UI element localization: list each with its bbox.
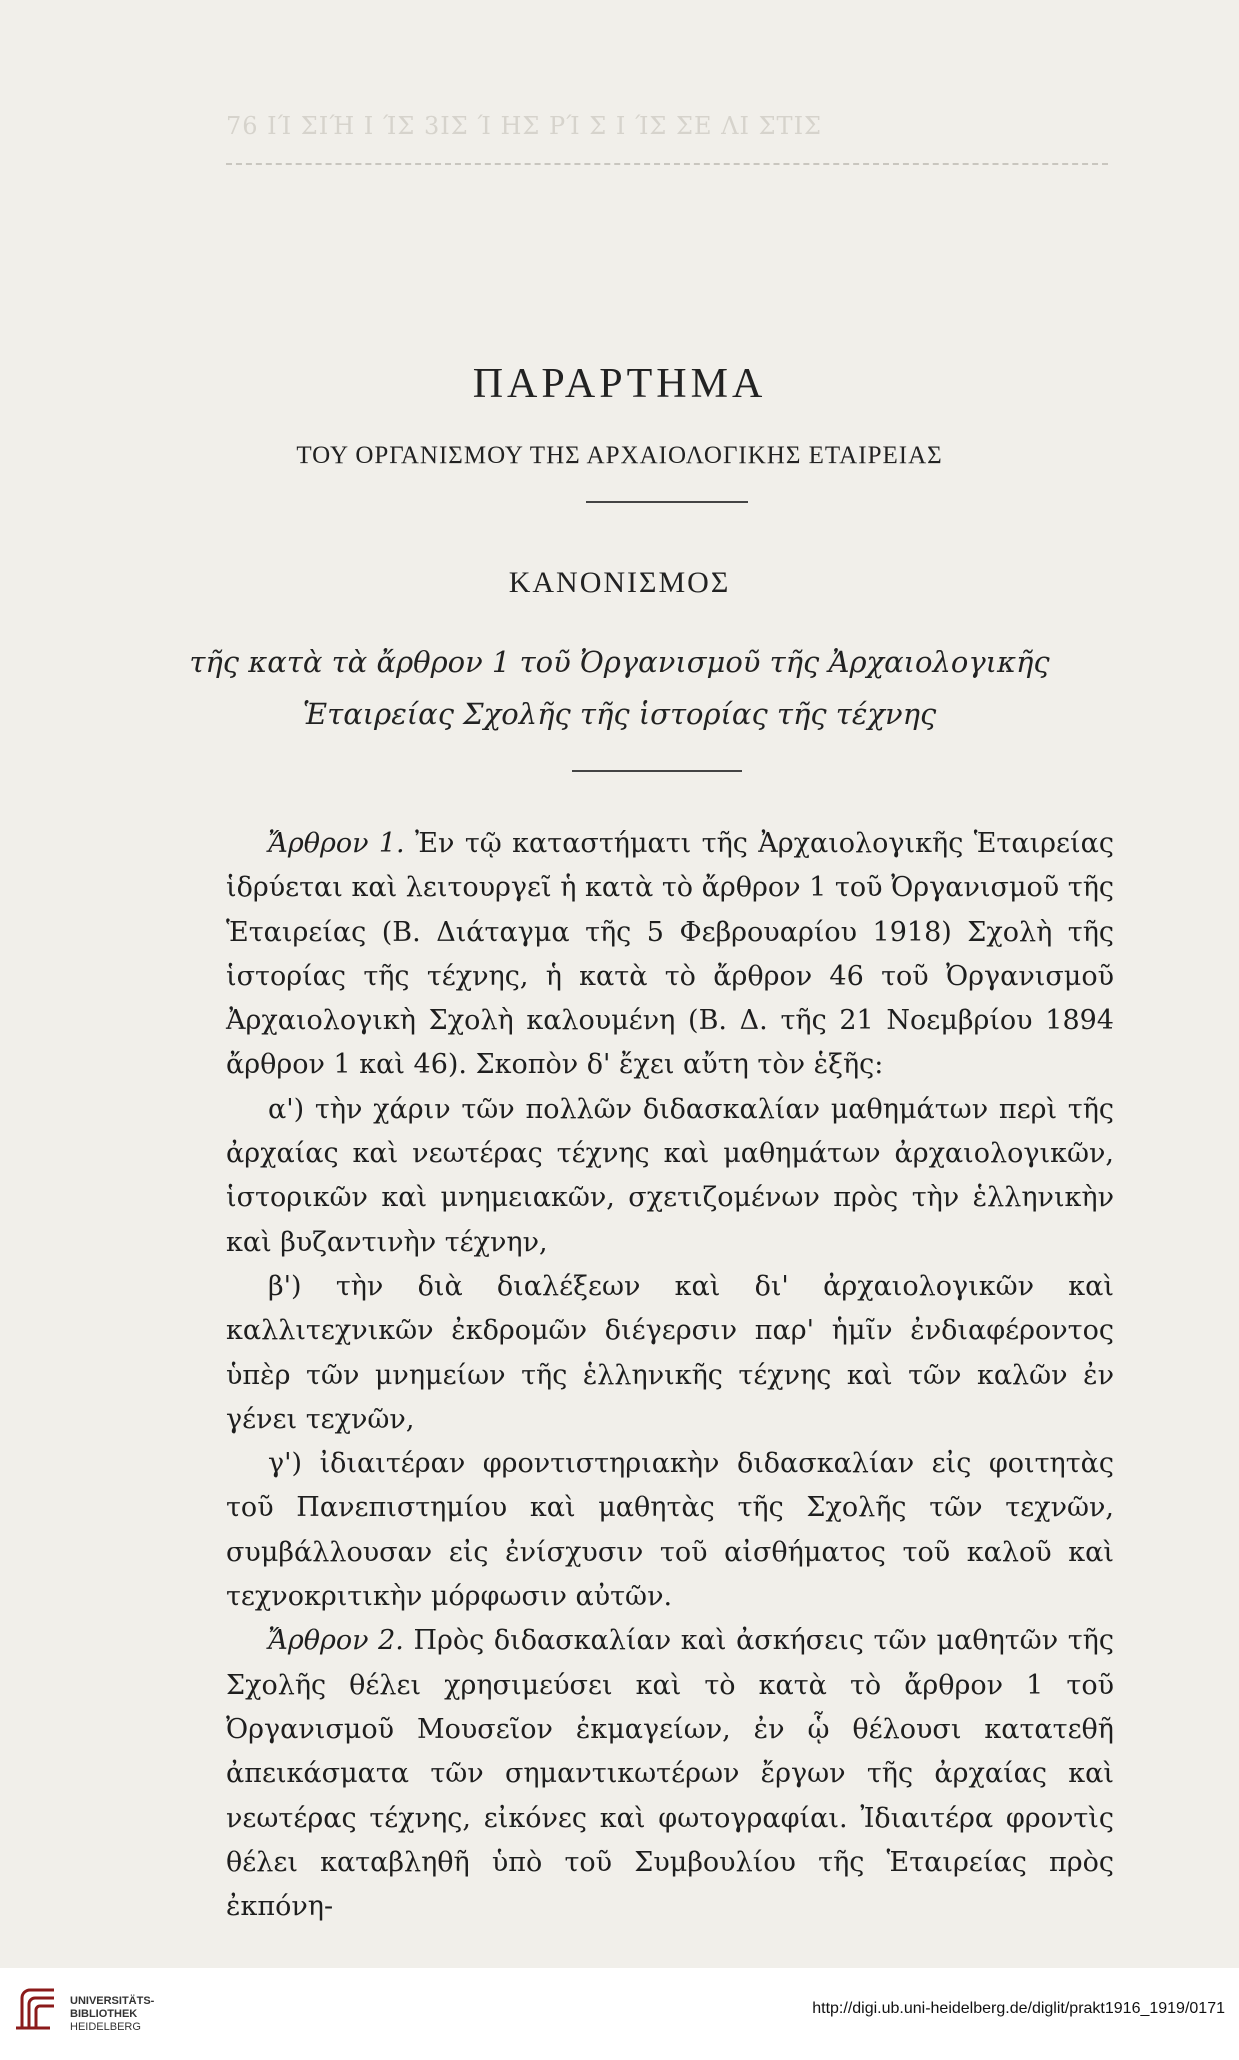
article-1-label: Ἄρθρον 1.: [268, 828, 405, 859]
divider-rule: [572, 770, 742, 772]
library-name-line-3: HEIDELBERG: [70, 2021, 141, 2033]
list-item-alpha: α') τὴν χάριν τῶν πολλῶν διδασκαλίαν μαθημάτων περὶ τῆς ἀρχαίας καὶ νεωτέρας τέχνης καὶ μαθημάτων ἀρχαιολογικῶν, ἱστορικῶν καὶ μνημειακῶν, σχετιζομένων πρὸς τὴν ἑλληνικὴν καὶ βυζαντινὴν τέχνην,: [226, 1093, 1114, 1258]
page-title: ΠΑΡΑΡΤΗΜΑ: [472, 361, 767, 407]
article-1-text: Ἐν τῷ καταστήματι τῆς Ἀρχαιολογικῆς Ἑταιρείας ἱδρύεται καὶ λειτουργεῖ ἡ κατὰ τὸ ἄρθρον 1 τοῦ Ὀργανισμοῦ τῆς Ἑταιρείας (Β. Διάταγμα τῆς 5 Φεβρουαρίου 1918) Σχολὴ τῆς ἱστορίας τῆς τέχνης, ἡ κατὰ τὸ ἄρθρον 46 τοῦ Ὀργανισμοῦ Ἀρχαιολογικὴ Σχολὴ καλουμένη (Β. Δ. τῆς 21 Νοεμβρίου 1894 ἄρθρον 1 καὶ 46). Σκοπὸν δ' ἔχει αὔτη τὸν ἑξῆς:: [226, 828, 1114, 1081]
list-item-gamma: γ') ἰδιαιτέραν φροντιστηριακὴν διδασκαλίαν εἰς φοιτητὰς τοῦ Πανεπιστημίου καὶ μαθητὰς τῆς Σχολῆς τῶν τεχνῶν, συμβάλλουσαν εἰς ἐνίσχυσιν τοῦ αἰσθήματος τοῦ καλοῦ καὶ τεχνοκριτικὴν μόρφωσιν αὐτῶν.: [226, 1448, 1114, 1613]
section-subheading-line-1: τῆς κατὰ τὰ ἄρθρον 1 τοῦ Ὀργανισμοῦ τῆς Ἀρχαιολογικῆς: [189, 645, 1050, 679]
library-name-line-2: BIBLIOTHEK: [70, 2008, 138, 2020]
article-2-label: Ἄρθρον 2.: [268, 1625, 404, 1657]
library-name-line-1: UNIVERSITÄTS-: [70, 1995, 155, 2007]
article-2-paragraph: [226, 1619, 1114, 1929]
list-item-beta: β') τὴν διὰ διαλέξεων καὶ δι' ἀρχαιολογικῶν καὶ καλλιτεχνικῶν ἐκδρομῶν διέγερσιν παρ' ἡμῖν ἐνδιαφέροντος ὑπὲρ τῶν μνημείων τῆς ἑλληνικῆς τέχνης καὶ τῶν καλῶν ἐν γένει τεχνῶν,: [226, 1270, 1114, 1435]
section-heading: ΚΑΝΟΝΙΣΜΟΣ: [508, 566, 731, 599]
divider-rule: [586, 501, 748, 503]
library-name: [70, 1995, 154, 2034]
top-rule: [226, 163, 1108, 165]
source-url-link[interactable]: http://digi.ub.uni-heidelberg.de/diglit/prakt1916_1919/0171: [812, 2000, 1225, 2017]
article-2-text: Πρὸς διδασκαλίαν καὶ ἀσκήσεις τῶν μαθητῶν τῆς Σχολῆς θέλει χρησιμεύσει καὶ τὸ κατὰ τὸ ἄρθρον 1 τοῦ Ὀργανισμοῦ Μουσεῖον ἐκμαγείων, ἐν ᾧ θέλουσι κατατεθῆ ἀπεικάσματα τῶν σημαντικωτέρων ἔργων τῆς ἀρχαίας καὶ νεωτέρας τέχνης, εἰκόνες καὶ φωτογραφίαι. Ἰδιαιτέρα φροντὶς θέλει καταβληθῆ ὑπὸ τοῦ Συμβουλίου τῆς Ἑταιρείας πρὸς ἐκπόνη-: [226, 1625, 1114, 1923]
bleed-through-running-head: 76 ΙΊ ΣΙΉ Ι ΊΣ 3ΙΣ Ί ΗΣ ΡΊ Σ Ι ΊΣ ΣΕ ΛΙ ΣΤΙΣ: [226, 112, 823, 140]
article-1-paragraph: [226, 822, 1114, 1088]
university-library-logo-icon: [14, 1984, 60, 2034]
body-text: [226, 822, 1114, 1929]
section-subheading-line-2: Ἑταιρείας Σχολῆς τῆς ἱστορίας τῆς τέχνης: [302, 697, 937, 731]
page-subtitle: ΤΟΥ ΟΡΓΑΝΙΣΜΟΥ ΤΗΣ ΑΡΧΑΙΟΛΟΓΙΚΗΣ ΕΤΑΙΡΕΙΑΣ: [296, 442, 943, 469]
